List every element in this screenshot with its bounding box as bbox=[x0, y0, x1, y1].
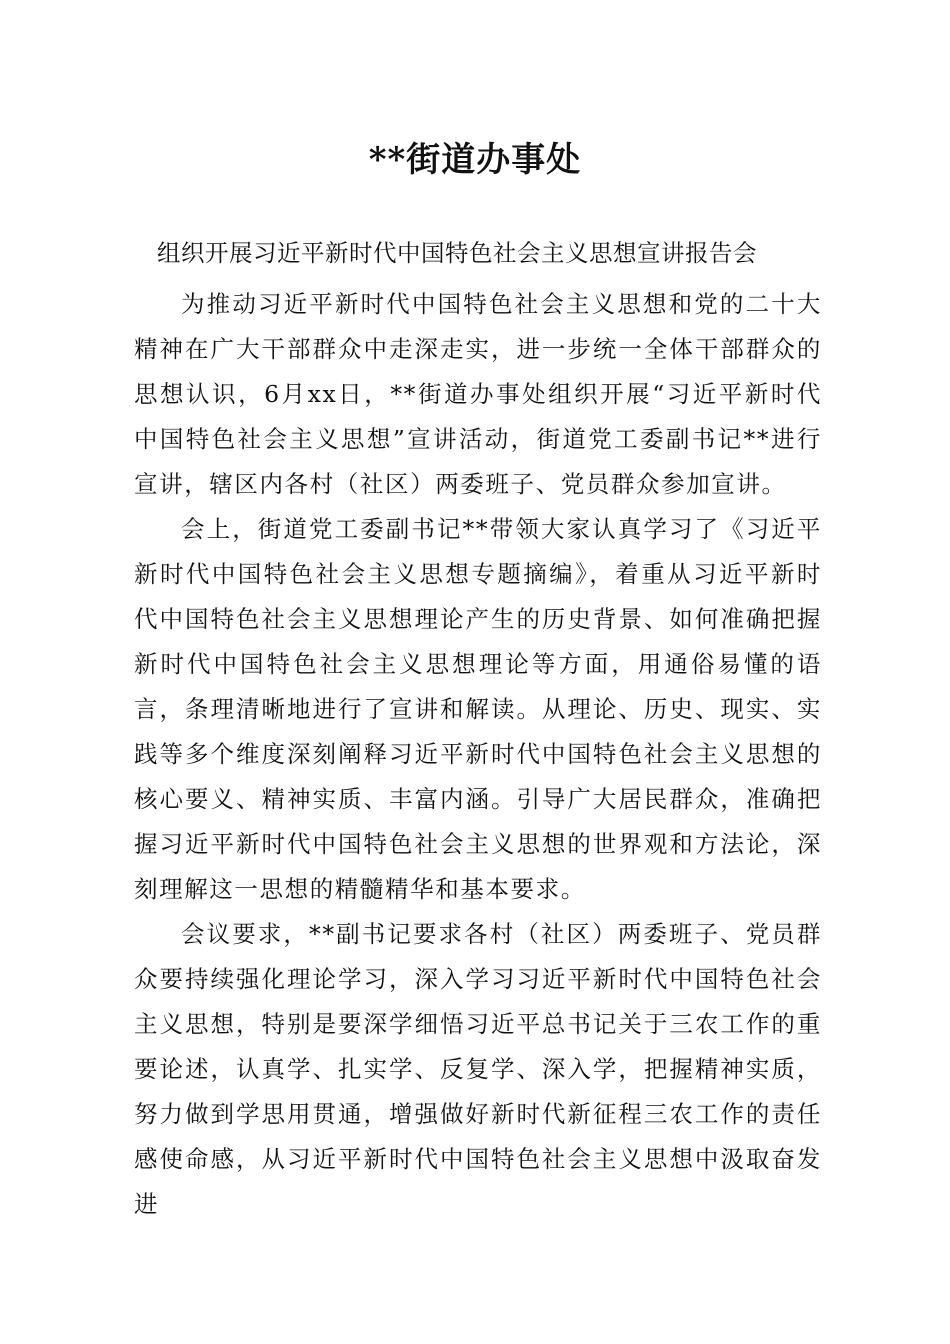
document-title: **街道办事处 bbox=[368, 140, 582, 180]
paragraph-3: 会议要求，**副书记要求各村（社区）两委班子、党员群众要持续强化理论学习，深入学习习近平新时代中国特色社会主义思想，特别是要深学细悟习近平总书记关于三农工作的重要论述，认真学、扎实学、反复学、深入学，把握精神实质，努力做到学思用贯通，增强做好新时代新征程三农工作的责任感使命感，从习近平新时代中国特色社会主义思想中汲取奋发进 bbox=[134, 920, 822, 1218]
paragraph-2: 会上，街道党工委副书记**带领大家认真学习了《习近平新时代中国特色社会主义思想专题摘编》，着重从习近平新时代中国特色社会主义思想理论产生的历史背景、如何准确把握新时代中国特色社会主义思想理论等方面，用通俗易懂的语言，条理清晰地进行了宣讲和解读。从理论、历史、现实、实践等多个维度深刻阐释习近平新时代中国特色社会主义思想的核心要义、精神实质、丰富内涵。引导广大居民群众，准确把握习近平新时代中国特色社会主义思想的世界观和方法论，深刻理解这一思想的精髓精华和基本要求。 bbox=[134, 515, 822, 903]
paragraph-1: 为推动习近平新时代中国特色社会主义思想和党的二十大精神在广大干部群众中走深走实，进一步统一全体干部群众的思想认识，6月xx日，**街道办事处组织开展“习近平新时代中国特色社会主义思想”宣讲活动，街道党工委副书记**进行宣讲，辖区内各村（社区）两委班子、党员群众参加宣讲。 bbox=[134, 290, 822, 498]
document-body bbox=[134, 282, 822, 1227]
document-subtitle: 组织开展习近平新时代中国特色社会主义思想宣讲报告会 bbox=[157, 239, 757, 267]
